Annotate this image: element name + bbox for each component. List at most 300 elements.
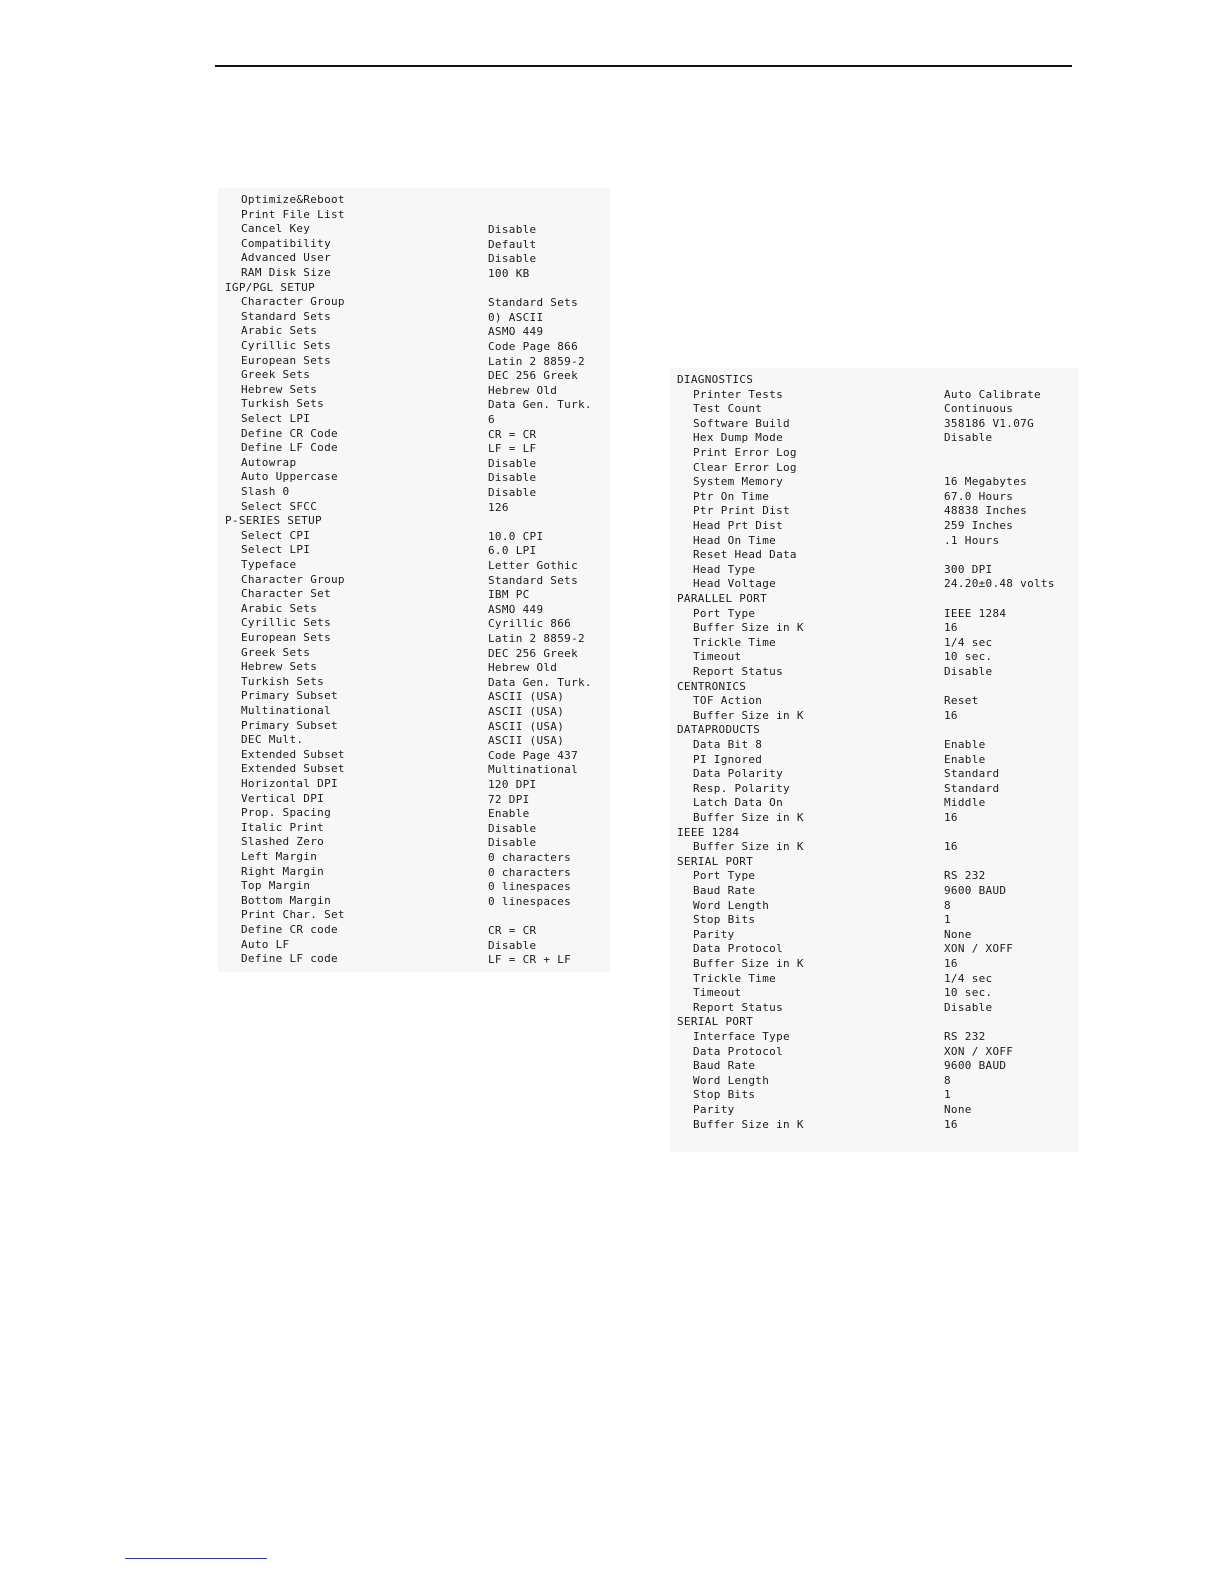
left-printout-row: [218, 762, 610, 777]
setting-label: System Memory: [693, 475, 783, 489]
section-heading: DIAGNOSTICS: [677, 373, 754, 386]
setting-value: DEC 256 Greek: [488, 646, 578, 660]
setting-value: Code Page 866: [488, 340, 578, 353]
setting-label: Head Type: [693, 562, 756, 576]
setting-label: Interface Type: [693, 1030, 790, 1043]
setting-value: Letter Gothic: [488, 559, 578, 572]
section-heading: CENTRONICS: [677, 679, 747, 693]
left-printout-row: [218, 821, 610, 836]
right-printout-row: [670, 723, 1078, 738]
left-printout-row: [218, 733, 610, 748]
setting-label: Trickle Time: [693, 635, 777, 649]
right-printout-row: [670, 1030, 1078, 1045]
setting-value: CR = CR: [488, 427, 537, 441]
right-printout-row: [670, 796, 1078, 811]
section-heading: PARALLEL PORT: [677, 592, 767, 605]
setting-value: 0 linespaces: [488, 880, 572, 894]
setting-label: Baud Rate: [693, 884, 756, 897]
setting-value: 0 linespaces: [488, 894, 572, 908]
setting-value: XON / XOFF: [944, 942, 1014, 956]
setting-label: Data Polarity: [693, 767, 783, 781]
setting-value: 16: [944, 840, 958, 854]
setting-label: Head Prt Dist: [693, 519, 783, 532]
setting-label: Reset Head Data: [693, 548, 797, 562]
right-printout-row: [670, 1103, 1078, 1118]
setting-value: RS 232: [944, 869, 986, 883]
setting-value: 48838 Inches: [944, 504, 1028, 518]
setting-value: Enable: [944, 738, 986, 751]
left-printout-row: [218, 689, 610, 704]
left-printout-row: [218, 631, 610, 646]
setting-label: Character Group: [241, 295, 345, 309]
left-printout-row: [218, 193, 610, 208]
setting-label: Head On Time: [693, 533, 777, 547]
right-printout-row: [670, 840, 1078, 855]
right-printout-row: [670, 548, 1078, 563]
setting-value: .1 Hours: [944, 533, 1000, 547]
setting-value: Enable: [488, 807, 530, 821]
right-printout-row: [670, 767, 1078, 782]
setting-value: Standard Sets: [488, 296, 578, 310]
left-printout-row: [218, 923, 610, 938]
setting-label: Slash 0: [241, 485, 290, 498]
left-printout-row: [218, 894, 610, 909]
left-printout-row: [218, 222, 610, 237]
left-printout-row: [218, 704, 610, 719]
setting-label: Arabic Sets: [241, 601, 318, 615]
header-rule: [215, 65, 1072, 67]
setting-value: Data Gen. Turk.: [488, 398, 592, 412]
left-printout-row: [218, 251, 610, 266]
setting-label: TOF Action: [693, 694, 763, 708]
right-printout-row: [670, 855, 1078, 870]
left-printout-row: [218, 295, 610, 310]
left-printout-row: [218, 675, 610, 690]
left-printout-row: [218, 397, 610, 412]
setting-value: LF = CR + LF: [488, 953, 572, 967]
left-printout-row: [218, 339, 610, 354]
setting-label: Vertical DPI: [241, 791, 325, 805]
setting-value: Enable: [944, 752, 986, 766]
setting-label: Slashed Zero: [241, 835, 325, 849]
setting-value: 120 DPI: [488, 778, 537, 791]
setting-value: Continuous: [944, 402, 1014, 416]
setting-label: Port Type: [693, 869, 756, 883]
right-printout-row: [670, 1118, 1078, 1133]
setting-value: 16 Megabytes: [944, 475, 1028, 489]
setting-value: ASCII (USA): [488, 734, 565, 748]
left-printout-row: [218, 456, 610, 471]
setting-label: Horizontal DPI: [241, 777, 338, 790]
right-printout-row: [670, 665, 1078, 680]
setting-value: None: [944, 1103, 972, 1116]
setting-label: Cyrillic Sets: [241, 616, 331, 630]
setting-value: Code Page 437: [488, 748, 578, 762]
setting-value: Disable: [488, 486, 537, 499]
setting-label: Parity: [693, 927, 735, 941]
setting-label: Parity: [693, 1103, 735, 1116]
setting-label: Standard Sets: [241, 309, 331, 323]
setting-label: Turkish Sets: [241, 674, 325, 688]
setting-label: Primary Subset: [241, 718, 338, 732]
left-printout-row: [218, 938, 610, 953]
section-heading: IEEE 1284: [677, 825, 740, 839]
left-printout-row: [218, 660, 610, 675]
left-printout-row: [218, 835, 610, 850]
right-printout-row: [670, 446, 1078, 461]
setting-value: Latin 2 8859-2: [488, 632, 585, 645]
setting-value: Middle: [944, 796, 986, 810]
setting-value: 126: [488, 500, 509, 514]
setting-value: 10 sec.: [944, 650, 993, 664]
right-printout-row: [670, 913, 1078, 928]
setting-label: Auto Uppercase: [241, 470, 338, 484]
left-printout-row: [218, 441, 610, 456]
setting-value: LF = LF: [488, 442, 537, 456]
setting-value: 259 Inches: [944, 519, 1014, 532]
setting-label: Latch Data On: [693, 796, 783, 810]
setting-label: Print File List: [241, 207, 345, 221]
left-printout-row: [218, 573, 610, 588]
setting-value: 0 characters: [488, 851, 572, 864]
left-printout-row: [218, 850, 610, 865]
setting-value: 0) ASCII: [488, 310, 544, 324]
setting-label: Extended Subset: [241, 747, 345, 761]
right-printout-row: [670, 826, 1078, 841]
section-heading: SERIAL PORT: [677, 1015, 754, 1029]
setting-label: Word Length: [693, 1073, 770, 1087]
right-printout-row: [670, 1059, 1078, 1074]
left-printout-row: [218, 354, 610, 369]
setting-value: Default: [488, 237, 537, 251]
right-printout-row: [670, 869, 1078, 884]
left-printout-row: [218, 602, 610, 617]
right-printout-row: [670, 373, 1078, 388]
setting-value: IBM PC: [488, 588, 530, 602]
left-printout-row: [218, 952, 610, 967]
setting-value: XON / XOFF: [944, 1044, 1014, 1058]
setting-label: Autowrap: [241, 455, 297, 469]
setting-label: Define LF Code: [241, 441, 338, 455]
right-printout-row: [670, 899, 1078, 914]
setting-label: RAM Disk Size: [241, 266, 331, 279]
right-printout-row: [670, 388, 1078, 403]
setting-label: Top Margin: [241, 879, 311, 893]
setting-value: ASCII (USA): [488, 690, 565, 704]
setting-value: 100 KB: [488, 267, 530, 280]
right-printout-row: [670, 650, 1078, 665]
left-printout-row: [218, 412, 610, 427]
setting-value: 8: [944, 898, 951, 912]
section-heading: DATAPRODUCTS: [677, 723, 761, 737]
left-printout-row: [218, 558, 610, 573]
setting-value: Disable: [488, 456, 537, 470]
left-printout-row: [218, 806, 610, 821]
setting-value: 9600 BAUD: [944, 884, 1007, 897]
left-printout-row: [218, 427, 610, 442]
right-printout-row: [670, 1015, 1078, 1030]
setting-value: 24.20±0.48 volts: [944, 577, 1055, 591]
right-printout-row: [670, 534, 1078, 549]
setting-value: Standard: [944, 767, 1000, 781]
setting-value: Disable: [488, 821, 537, 835]
setting-label: Stop Bits: [693, 913, 756, 927]
right-printout-row: [670, 1045, 1078, 1060]
setting-label: Character Set: [241, 587, 331, 601]
right-printout-row: [670, 957, 1078, 972]
setting-value: 10 sec.: [944, 986, 993, 1000]
setting-label: Define LF code: [241, 952, 338, 966]
setting-value: Standard: [944, 781, 1000, 795]
setting-value: 0 characters: [488, 865, 572, 879]
setting-value: 16: [944, 1117, 958, 1131]
setting-label: Clear Error Log: [693, 460, 797, 474]
left-printout-row: [218, 383, 610, 398]
setting-label: Data Protocol: [693, 942, 783, 956]
setting-value: 1: [944, 1088, 951, 1102]
setting-label: Timeout: [693, 986, 742, 1000]
setting-label: Buffer Size in K: [693, 621, 804, 635]
setting-value: Disable: [488, 223, 537, 237]
setting-label: Hebrew Sets: [241, 660, 318, 674]
setting-value: Hebrew Old: [488, 661, 558, 675]
setting-value: 72 DPI: [488, 792, 530, 806]
section-heading: P-SERIES SETUP: [225, 514, 322, 528]
right-printout-row: [670, 577, 1078, 592]
setting-label: Auto LF: [241, 937, 290, 951]
setting-label: Print Error Log: [693, 446, 797, 459]
setting-label: Italic Print: [241, 820, 325, 834]
setting-label: Resp. Polarity: [693, 781, 790, 795]
right-printout-row: [670, 986, 1078, 1001]
setting-label: Baud Rate: [693, 1059, 756, 1073]
right-printout-row: [670, 1001, 1078, 1016]
right-printout-row: [670, 928, 1078, 943]
setting-label: Define CR Code: [241, 426, 338, 440]
setting-label: Arabic Sets: [241, 324, 318, 338]
right-printout-row: [670, 431, 1078, 446]
setting-label: Buffer Size in K: [693, 708, 804, 722]
setting-label: Advanced User: [241, 251, 331, 265]
setting-label: Timeout: [693, 650, 742, 664]
section-heading: SERIAL PORT: [677, 854, 754, 868]
setting-label: Hex Dump Mode: [693, 431, 783, 445]
right-printout-row: [670, 753, 1078, 768]
right-printout-row: [670, 694, 1078, 709]
setting-label: Port Type: [693, 606, 756, 620]
setting-label: Ptr On Time: [693, 489, 770, 503]
setting-label: Cancel Key: [241, 222, 311, 236]
setting-label: Stop Bits: [693, 1088, 756, 1102]
section-heading: IGP/PGL SETUP: [225, 280, 315, 294]
right-printout-row: [670, 811, 1078, 826]
setting-value: ASMO 449: [488, 602, 544, 616]
setting-label: Head Voltage: [693, 577, 777, 591]
setting-value: Disable: [944, 1000, 993, 1014]
setting-label: Optimize&Reboot: [241, 193, 345, 206]
setting-label: Compatibility: [241, 236, 331, 250]
setting-label: Data Bit 8: [693, 738, 763, 751]
setting-value: Data Gen. Turk.: [488, 675, 592, 689]
setting-label: Test Count: [693, 402, 763, 416]
setting-value: Disable: [944, 431, 993, 445]
setting-value: Disable: [944, 665, 993, 678]
left-printout-row: [218, 485, 610, 500]
right-printout-row: [670, 636, 1078, 651]
setting-label: Trickle Time: [693, 971, 777, 985]
setting-label: Multinational: [241, 704, 331, 717]
left-printout-row: [218, 368, 610, 383]
left-printout-row: [218, 865, 610, 880]
setting-label: Ptr Print Dist: [693, 504, 790, 518]
setting-value: Multinational: [488, 763, 578, 777]
right-printout-row: [670, 504, 1078, 519]
left-printout-row: [218, 792, 610, 807]
setting-label: Report Status: [693, 665, 783, 678]
right-config-printout: [670, 368, 1078, 1152]
right-printout-row: [670, 607, 1078, 622]
setting-value: 6: [488, 413, 495, 426]
setting-label: Select LPI: [241, 543, 311, 557]
setting-value: ASCII (USA): [488, 705, 565, 718]
left-printout-row: [218, 543, 610, 558]
setting-value: 300 DPI: [944, 562, 993, 576]
right-printout-row: [670, 417, 1078, 432]
setting-value: 16: [944, 621, 958, 635]
setting-label: Software Build: [693, 416, 790, 430]
left-config-printout: [218, 188, 610, 972]
setting-value: 16: [944, 811, 958, 824]
setting-value: 16: [944, 957, 958, 970]
setting-label: Select CPI: [241, 528, 311, 542]
right-printout-row: [670, 490, 1078, 505]
right-printout-row: [670, 738, 1078, 753]
left-printout-row: [218, 208, 610, 223]
setting-label: Define CR code: [241, 923, 338, 936]
setting-value: 358186 V1.07G: [944, 416, 1034, 430]
setting-value: Latin 2 8859-2: [488, 354, 585, 368]
setting-label: Select LPI: [241, 412, 311, 425]
left-printout-row: [218, 310, 610, 325]
setting-value: Disable: [488, 836, 537, 850]
setting-value: CR = CR: [488, 924, 537, 937]
setting-label: Prop. Spacing: [241, 806, 331, 820]
right-printout-row: [670, 942, 1078, 957]
setting-value: Auto Calibrate: [944, 387, 1041, 401]
left-printout-row: [218, 748, 610, 763]
right-printout-row: [670, 563, 1078, 578]
setting-label: Left Margin: [241, 850, 318, 863]
left-printout-row: [218, 514, 610, 529]
right-printout-row: [670, 972, 1078, 987]
left-printout-row: [218, 529, 610, 544]
left-printout-row: [218, 908, 610, 923]
setting-value: None: [944, 927, 972, 941]
setting-label: Hebrew Sets: [241, 382, 318, 396]
setting-value: 9600 BAUD: [944, 1059, 1007, 1073]
setting-label: Primary Subset: [241, 689, 338, 703]
setting-label: Data Protocol: [693, 1044, 783, 1058]
setting-label: Cyrillic Sets: [241, 339, 331, 352]
setting-label: Print Char. Set: [241, 908, 345, 922]
footer-link-rule: [125, 1558, 267, 1559]
left-printout-row: [218, 237, 610, 252]
setting-value: Hebrew Old: [488, 383, 558, 397]
setting-label: Word Length: [693, 898, 770, 912]
setting-value: 10.0 CPI: [488, 529, 544, 543]
right-printout-row: [670, 621, 1078, 636]
setting-label: Extended Subset: [241, 762, 345, 776]
left-printout-row: [218, 266, 610, 281]
setting-value: Cyrillic 866: [488, 617, 572, 631]
left-printout-row: [218, 470, 610, 485]
setting-label: Buffer Size in K: [693, 811, 804, 824]
setting-value: Disable: [488, 252, 537, 266]
right-printout-row: [670, 1074, 1078, 1089]
setting-value: 16: [944, 708, 958, 722]
setting-value: Disable: [488, 471, 537, 485]
setting-value: 6.0 LPI: [488, 544, 537, 558]
right-printout-row: [670, 782, 1078, 797]
left-printout-row: [218, 281, 610, 296]
right-printout-row: [670, 402, 1078, 417]
setting-label: European Sets: [241, 353, 331, 367]
setting-value: 67.0 Hours: [944, 489, 1014, 503]
right-printout-row: [670, 680, 1078, 695]
setting-label: Turkish Sets: [241, 397, 325, 411]
setting-value: 1/4 sec: [944, 635, 993, 649]
right-printout-row: [670, 884, 1078, 899]
setting-value: ASCII (USA): [488, 719, 565, 733]
left-printout-row: [218, 587, 610, 602]
setting-label: Printer Tests: [693, 387, 783, 401]
left-printout-row: [218, 616, 610, 631]
right-printout-row: [670, 475, 1078, 490]
setting-label: European Sets: [241, 631, 331, 644]
right-printout-row: [670, 592, 1078, 607]
left-printout-row: [218, 500, 610, 515]
left-printout-row: [218, 324, 610, 339]
setting-label: Greek Sets: [241, 645, 311, 659]
right-printout-row: [670, 709, 1078, 724]
setting-label: PI Ignored: [693, 752, 763, 766]
setting-value: RS 232: [944, 1030, 986, 1043]
setting-label: Character Group: [241, 572, 345, 586]
setting-value: 1: [944, 913, 951, 927]
setting-label: Right Margin: [241, 864, 325, 878]
left-printout-row: [218, 879, 610, 894]
left-printout-row: [218, 719, 610, 734]
setting-value: 8: [944, 1073, 951, 1087]
setting-value: DEC 256 Greek: [488, 369, 578, 383]
setting-value: ASMO 449: [488, 325, 544, 339]
setting-value: 1/4 sec: [944, 971, 993, 985]
setting-label: Buffer Size in K: [693, 840, 804, 854]
setting-label: Greek Sets: [241, 368, 311, 382]
setting-value: Disable: [488, 938, 537, 952]
setting-value: Standard Sets: [488, 573, 578, 587]
setting-label: DEC Mult.: [241, 733, 304, 747]
setting-label: Select SFCC: [241, 499, 318, 513]
setting-value: IEEE 1284: [944, 606, 1007, 620]
left-printout-row: [218, 646, 610, 661]
setting-label: Typeface: [241, 558, 297, 571]
right-printout-row: [670, 1088, 1078, 1103]
left-printout-row: [218, 777, 610, 792]
setting-label: Bottom Margin: [241, 893, 331, 907]
setting-label: Buffer Size in K: [693, 1117, 804, 1131]
right-printout-row: [670, 461, 1078, 476]
